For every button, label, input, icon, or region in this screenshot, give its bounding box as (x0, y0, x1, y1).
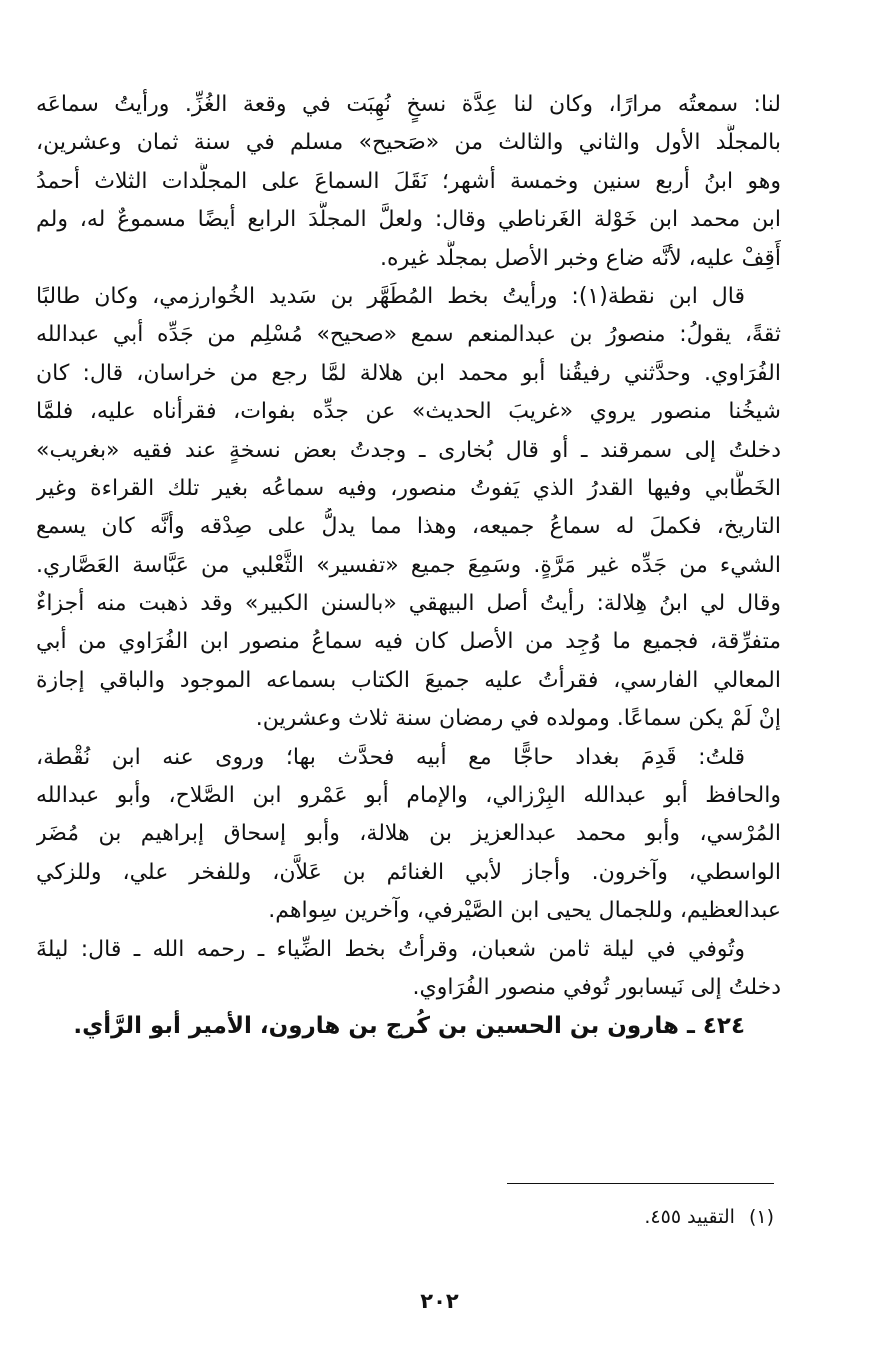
text-line: التاريخ، فكملَ له سماعُ جميعه، وهذا مما يدلُّ على صِدْقه وأنَّه كان يسمع (36, 514, 781, 540)
text-line: المعالي الفارسي، فقرأتُ عليه جميعَ الكتاب بسماعه الموجود والباقي إجازة (36, 667, 781, 693)
text-line: ثقةً، يقولُ: منصورُ بن عبدالمنعم سمع «صحيح» مُسْلِم من جَدِّه أبي عبدالله (36, 322, 781, 348)
body-text (36, 86, 781, 1046)
text-line: لنا: سمعتُه مرارًا، وكان لنا عِدَّة نسخٍ نُهِبَت في وقعة الغُزِّ. ورأيتُ سماعَه (36, 92, 781, 117)
text-line: المُرْسي، وأبو محمد عبدالعزيز بن هلالة، وأبو إسحاق إبراهيم بن مُضَر (36, 821, 781, 847)
entry-heading: ٤٢٤ ـ هارون بن الحسين بن كُرج بن هارون، الأمير أبو الرَّأي. (73, 1013, 745, 1040)
footnote (430, 1204, 774, 1230)
text-line: ابن محمد ابن خَوْلة الغَرناطي وقال: ولعلَّ المجلَّدَ الرابع أيضًا مسموعٌ له، ولم (36, 207, 781, 233)
text-line: والحافظ أبو عبدالله البِرْزالي، والإمام أبو عَمْرو ابن الصَّلاح، وأبو عبدالله (36, 783, 781, 809)
text-line: متفرِّقة، فجميع ما وُجِد من الأصل كان فيه سماعُ منصور ابن الفُرَاوي من أبي (36, 629, 781, 655)
text-line: عبدالعظيم، وللجمال يحيى ابن الصَّيْرفي، وآخرين سِواهم. (268, 898, 781, 924)
text-line: شيخُنا منصور يروي «غريبَ الحديث» عن جدِّه بفوات، فقرأناه عليه، فلمَّا (36, 399, 781, 425)
text-line: وتُوفي في ليلة ثامن شعبان، وقرأتُ بخط الضِّياء ـ رحمه الله ـ قال: ليلةَ (36, 936, 745, 962)
text-line: الشيء من جَدِّه غير مَرَّةٍ. وسَمِعَ جميع «تفسير» الثَّعْلبي من عَبَّاسة العَصَّاري. (36, 552, 781, 578)
text-line: قلتُ: قَدِمَ بغداد حاجًّا مع أبيه فحدَّث بها؛ وروى عنه ابن نُقْطة، (36, 744, 745, 770)
text-line: قال ابن نقطة(١): ورأيتُ بخط المُطَهَّر بن سَديد الخُوارزمي، وكان طالبًا (36, 283, 746, 309)
footnote-text: التقييد ٤٥٥. (644, 1206, 735, 1228)
footnote-number: (١) (748, 1206, 774, 1228)
text-line: بالمجلَّد الأول والثاني والثالث من «صَحيح» مسلم في سنة ثمان وعشرين، (36, 130, 781, 156)
text-line: أَقِفْ عليه، لأنَّه ضاع وخبر الأصل بمجلَّد غيره. (380, 245, 781, 271)
text-line: الخَطَّابي وفيها القدرُ الذي يَفوتُ منصور، وفيه سماعُه بغير تلك القراءة وغير (36, 475, 781, 501)
text-line: وهو ابنُ أربع سنين وخمسة أشهر؛ نَقَلَ السماعَ على المجلَّدات الثلاث أحمدُ (36, 168, 781, 194)
footnote-divider (507, 1183, 774, 1184)
text-line: الواسطي، وآخرون. وأجاز لأبي الغنائم بن عَلاَّن، وللفخر علي، وللزكي (36, 859, 781, 885)
text-line: وقال لي ابنُ هِلالة: رأيتُ أصل البيهقي «بالسنن الكبير» وقد ذهبت منه أجزاءٌ (36, 591, 781, 617)
text-line: دخلتُ إلى نَيسابور تُوفي منصور الفُرَاوي. (412, 974, 781, 1000)
text-line: دخلتُ إلى سمرقند ـ أو قال بُخارى ـ وجدتُ بعض نسخةٍ عند فقيه «بغريب» (36, 437, 781, 463)
text-line: إنْ لَمْ يكن سماعًا. ومولده في رمضان سنة ثلاث وعشرين. (255, 706, 781, 732)
text-line: الفُرَاوي. وحدَّثني رفيقُنا أبو محمد ابن هلالة لمَّا رجع من خراسان، قال: كان (36, 360, 781, 386)
page-number: ٢٠٢ (420, 1289, 459, 1313)
